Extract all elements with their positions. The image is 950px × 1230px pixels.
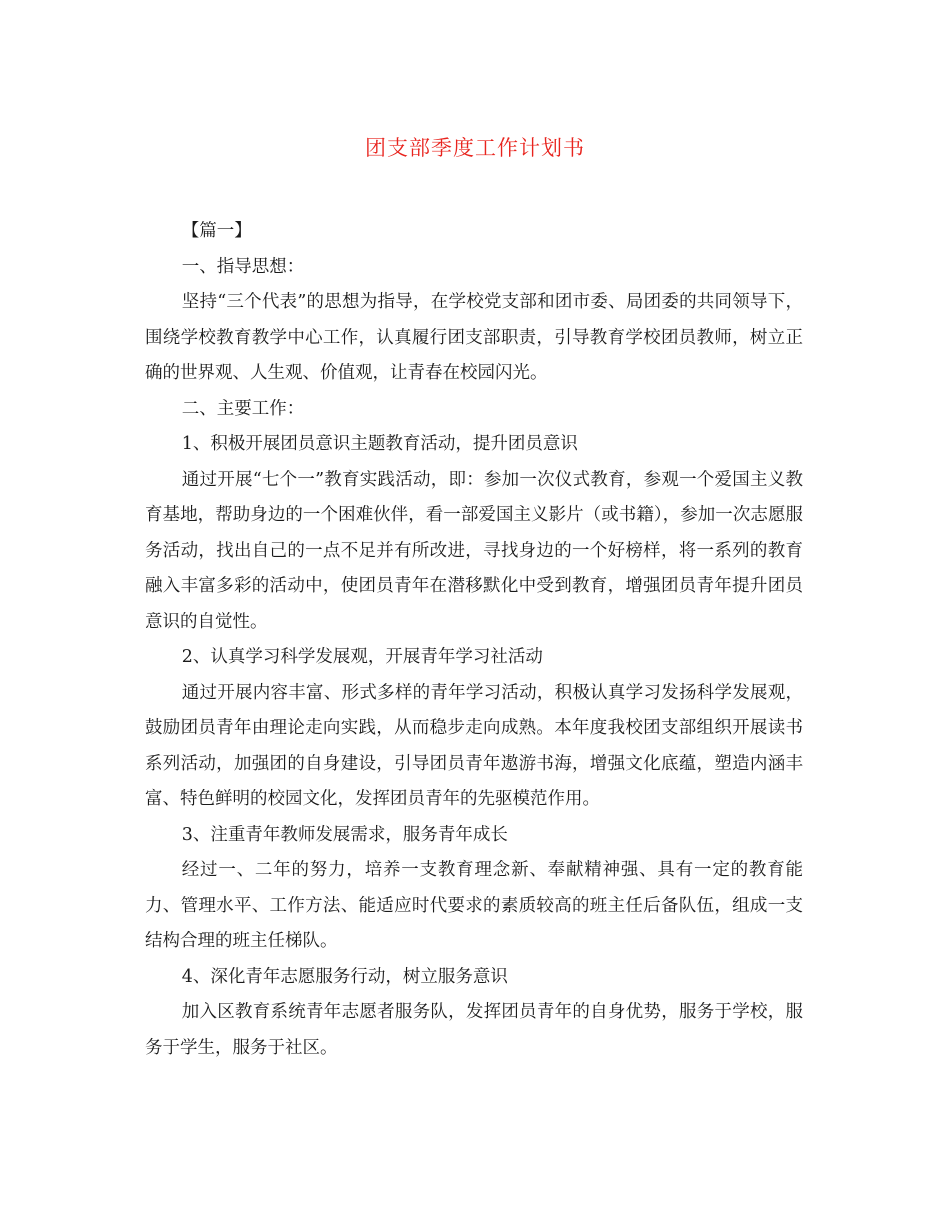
- heading-guiding-ideology: 一、指导思想：: [181, 256, 305, 277]
- paragraph-guiding-ideology: 坚持“三个代表”的思想为指导，在学校党支部和团市委、局团委的共同领导下，围绕学校教育教学中心工作，认真履行团支部职责，引导教育学校团员教师，树立正确的世界观、人生观、价值观，让青春在校园闪光。: [145, 292, 803, 383]
- heading-main-work: 二、主要工作：: [181, 398, 305, 419]
- section-label: 【篇一】: [181, 221, 252, 241]
- document-body: [145, 214, 803, 1066]
- paragraph-item-1: 通过开展“七个一”教育实践活动，即：参加一次仪式教育，参观一个爱国主义教育基地，帮助身边的一个困难伙伴，看一部爱国主义影片（或书籍），参加一次志愿服务活动，找出自己的一点不足并有所改进，寻找身边的一个好榜样，将一系列的教育融入丰富多彩的活动中，使团员青年在潜移默化中受到教育，增强团员青年提升团员意识的自觉性。: [145, 469, 803, 632]
- paragraph-item-4: 加入区教育系统青年志愿者服务队，发挥团员青年的自身优势，服务于学校，服务于学生，服务于社区。: [145, 1002, 803, 1058]
- heading-item-3: 3、注重青年教师发展需求，服务青年成长: [181, 824, 508, 845]
- heading-item-2: 2、认真学习科学发展观，开展青年学习社活动: [181, 647, 543, 667]
- paragraph-item-2: 通过开展内容丰富、形式多样的青年学习活动，积极认真学习发扬科学发展观，鼓励团员青年由理论走向实践，从而稳步走向成熟。本年度我校团支部组织开展读书系列活动，加强团的自身建设，引导团员青年遨游书海，增强文化底蕴，塑造内涵丰富、特色鲜明的校园文化，发挥团员青年的先驱模范作用。: [145, 682, 803, 809]
- document-title: 团支部季度工作计划书: [365, 136, 585, 160]
- heading-item-1: 1、积极开展团员意识主题教育活动，提升团员意识: [181, 434, 578, 454]
- heading-item-4: 4、深化青年志愿服务行动，树立服务意识: [181, 966, 508, 987]
- paragraph-item-3: 经过一、二年的努力，培养一支教育理念新、奉献精神强、具有一定的教育能力、管理水平、工作方法、能适应时代要求的素质较高的班主任后备队伍，组成一支结构合理的班主任梯队。: [145, 860, 803, 951]
